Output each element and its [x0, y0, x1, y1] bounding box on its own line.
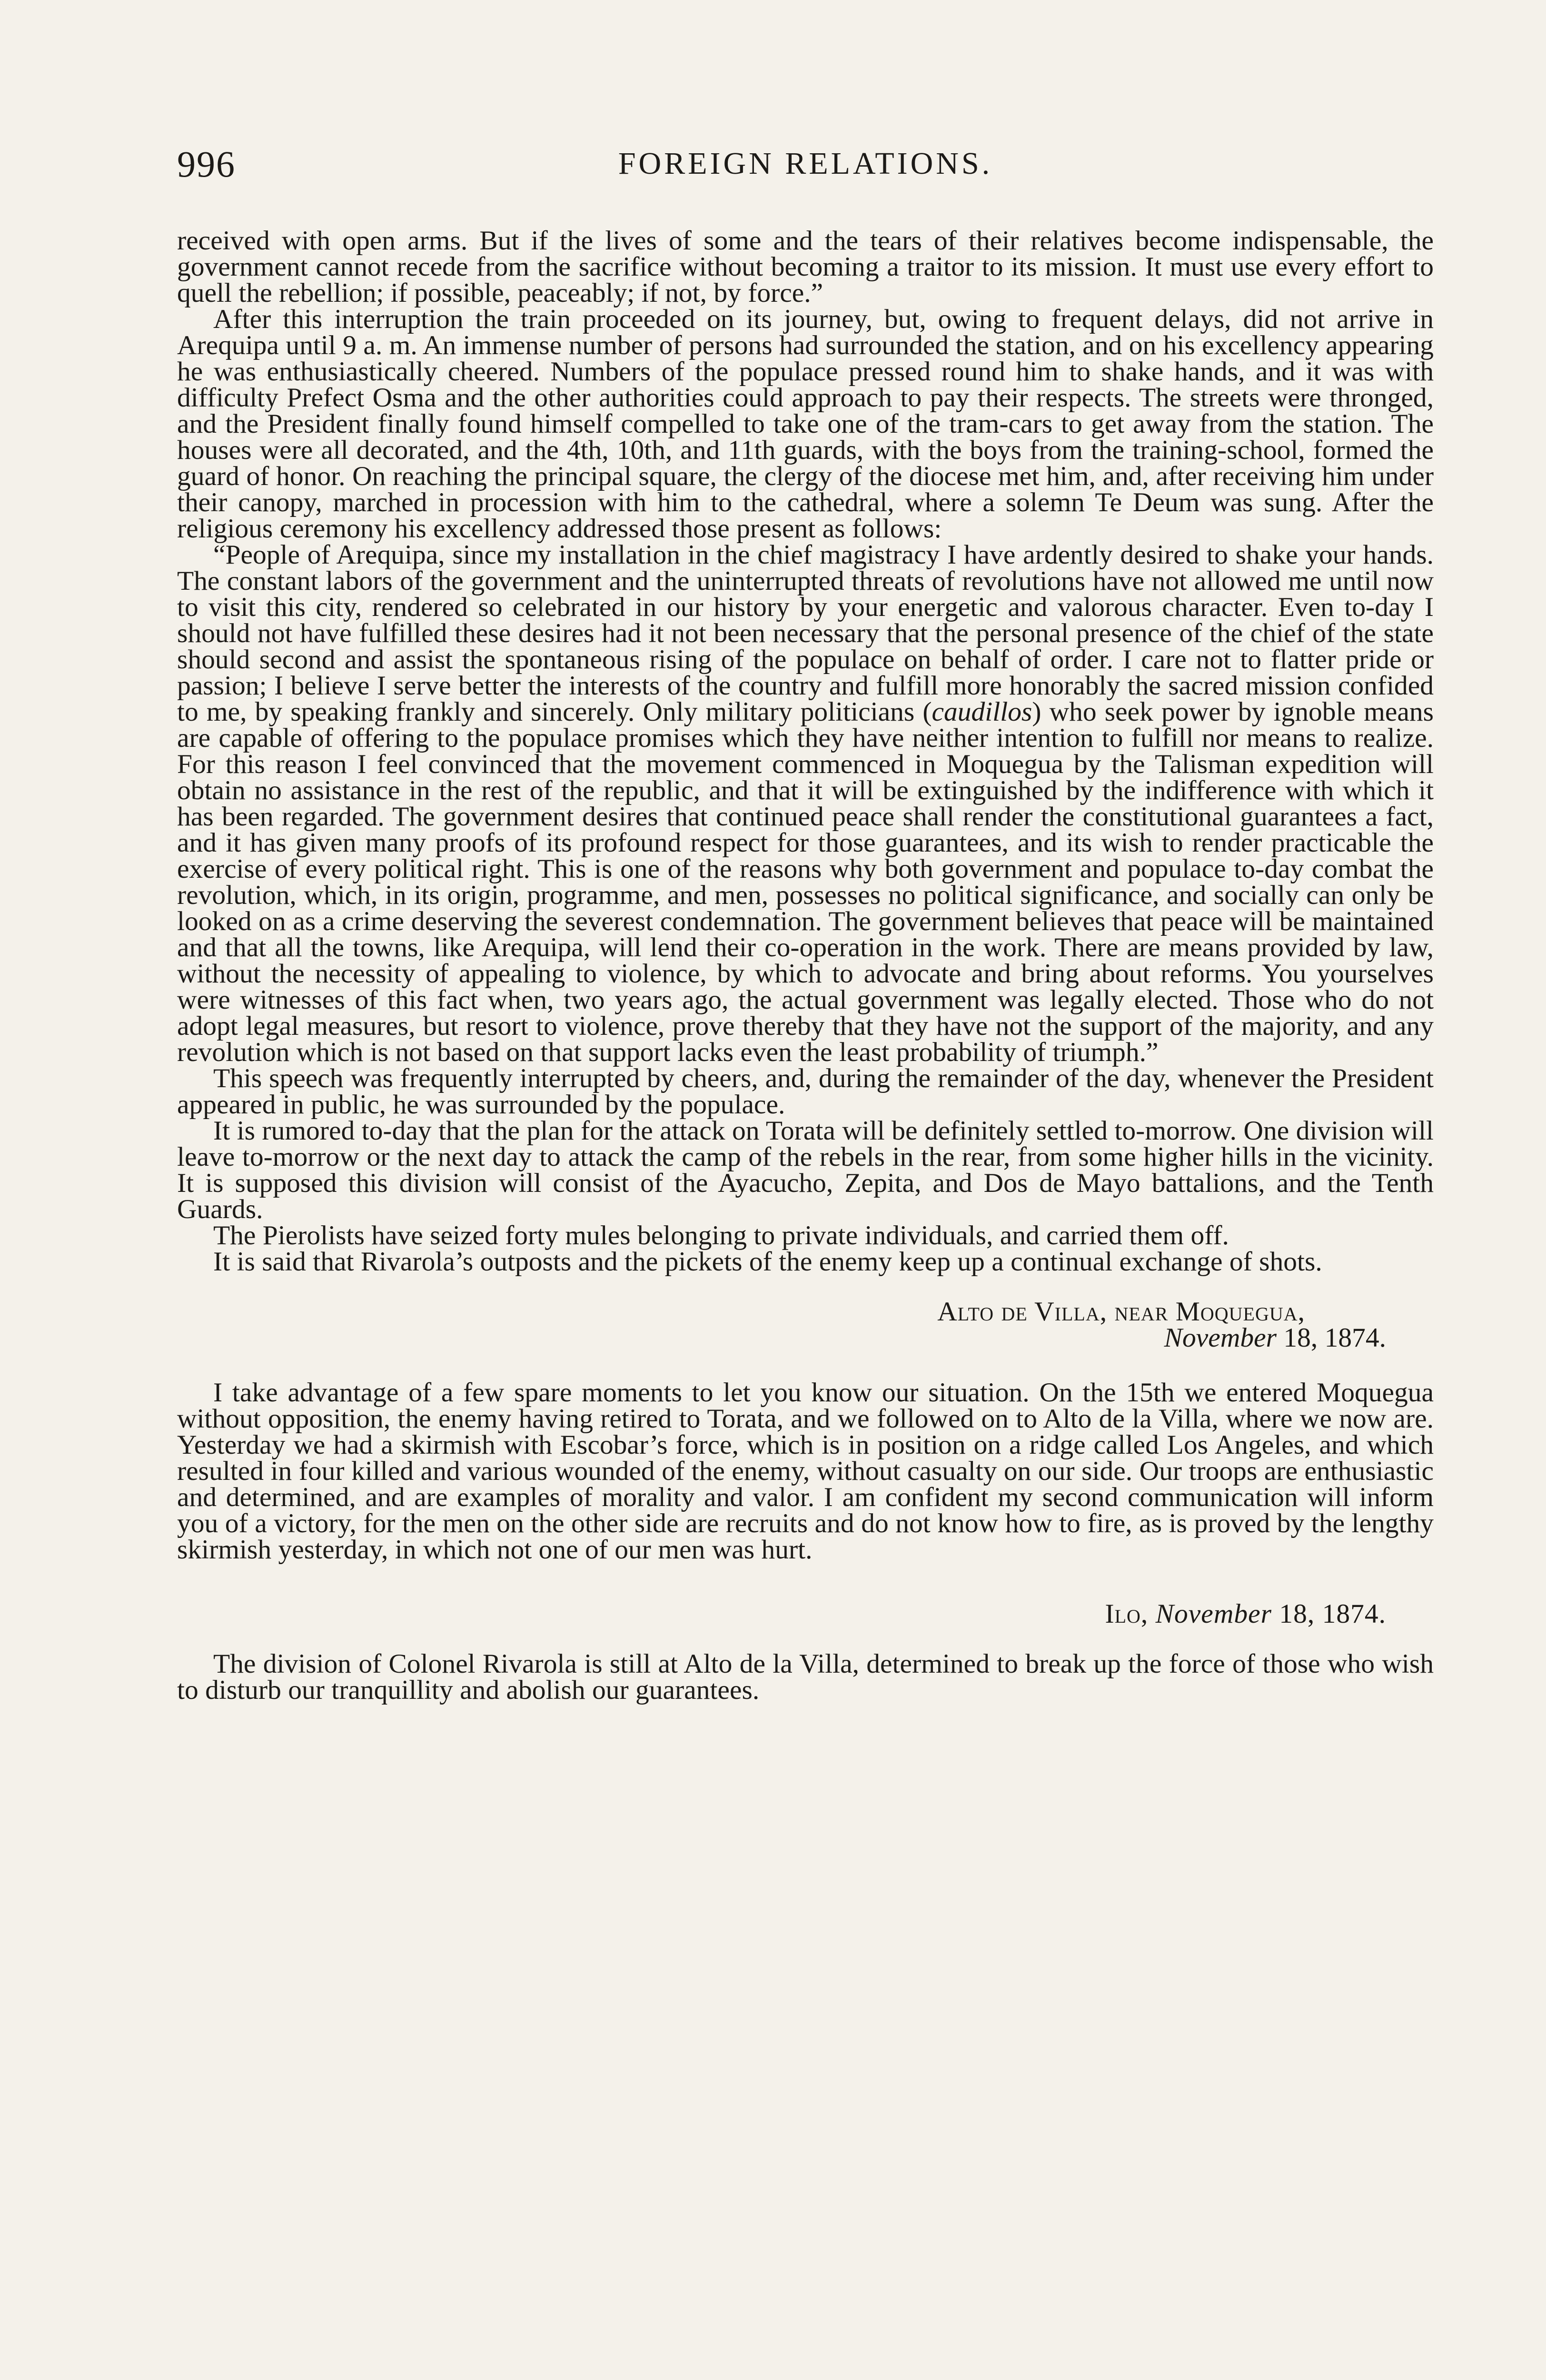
dateline-place: Ilo,: [1105, 1599, 1156, 1629]
body-text: [177, 228, 1434, 1703]
paragraph-pierolists: The Pierolists have seized forty mules belonging to private individuals, and carried them off.: [213, 1220, 1229, 1250]
dateline-day-year: 18, 1874.: [1277, 1323, 1386, 1353]
paragraph-train-arrival: After this interruption the train proceeded on its journey, but, owing to frequent delays, did not arrive in Arequipa until 9 a. m. An immense number of persons had surrounded the station, and on his excellency appearing he was enthusiastically cheered. Numbers of the populace pressed round him to shake hands, and it was with difficulty Prefect Osma and the other authorities could approach to pay their respects. The streets were thronged, and the President finally found himself compelled to take one of the tram-cars to get away from the station. The houses were all decorated, and the 4th, 10th, and 11th guards, with the boys from the training-school, formed the guard of honor. On reaching the principal square, the clergy of the diocese met him, and, after receiving him under their canopy, marched in procession with him to the cathedral, where a solemn Te Deum was sung. After the religious ceremony his excellency addressed those present as follows:: [177, 304, 1434, 544]
speech-part-1: “People of Arequipa, since my installation in the chief magistracy I have ardently desired to shake your hands. The constant labors of the government and the uninterrupted threats of revolutions have not allowed me until now to visit this city, rendered so celebrated in our history by your energetic and valorous character. Even to-day I should not have fulfilled these desires had it not been necessary that the personal presence of the chief of the state should second and assist the spontaneous rising of the populace on behalf of order. I care not to flatter pride or passion; I believe I serve better the interests of the country and fulfill more honorably the sacred mission confided to me, by speaking frankly and sincerely. Only military politicians (: [177, 540, 1434, 727]
paragraph-rivarola: The division of Colonel Rivarola is still at Alto de la Villa, determined to break up the force of those who wish to disturb our tranquillity and abolish our guarantees.: [177, 1649, 1434, 1705]
dateline-month: November: [1155, 1599, 1272, 1629]
dateline-place: Alto de Villa, near Moquegua,: [937, 1297, 1305, 1327]
speech-part-2: ) who seek power by ignoble means are capable of offering to the populace promises which they have neither intention to fulfill nor means to realize. For this reason I feel convinced that the movement commenced in Moquegua by the Talisman expedition will obtain no assistance in the rest of the republic, and that it will be extinguished by the indifference with which it has been regarded. The government desires that continued peace shall render the constitutional guarantees a fact, and it has given many proofs of its profound respect for those guarantees, and its wish to render practicable the exercise of every political right. This is one of the reasons why both government and populace to-day combat the revolution, which, in its origin, programme, and men, possesses no political significance, and socially can only be looked on as a crime deserving the severest condemnation. The government believes that peace will be maintained and that all the towns, like Arequipa, will lend their co-operation in the work. There are means provided by law, without the necessity of appealing to violence, by which to advocate and bring about reforms. You yourselves were witnesses of this fact when, two years ago, the actual government was legally elected. Those who do not adopt legal measures, but resort to violence, prove thereby that they have not the support of the majority, and any revolution which is not based on that support lacks even the least probability of triumph.”: [177, 697, 1434, 1067]
dateline-date: [177, 1325, 1434, 1351]
dateline-alto-de-villa: [177, 1299, 1434, 1351]
running-head: FOREIGN RELATIONS.: [618, 146, 993, 181]
page-header: [177, 143, 1434, 195]
dateline-ilo-line: [177, 1601, 1434, 1627]
paragraph-outposts: It is said that Rivarola’s outposts and the pickets of the enemy keep up a continual exchange of shots.: [213, 1247, 1322, 1277]
paragraph-torata-plan: It is rumored to-day that the plan for the attack on Torata will be definitely settled to-morrow. One division will leave to-morrow or the next day to attack the camp of the rebels in the rear, from some higher hills in the vicinity. It is supposed this division will consist of the Ayacucho, Zepita, and Dos de Mayo battalions, and the Tenth Guards.: [177, 1116, 1434, 1224]
page-number: 996: [177, 143, 236, 185]
dateline-month: November: [1164, 1323, 1277, 1353]
paragraph-cheers: This speech was frequently interrupted by cheers, and, during the remainder of the day, whenever the President appeared in public, he was surrounded by the populace.: [177, 1063, 1434, 1120]
speech-italic-caudillos: caudillos: [932, 697, 1032, 727]
dateline-ilo: [177, 1601, 1434, 1627]
paragraph-speech: [177, 542, 1434, 1065]
paragraph-continuation: received with open arms. But if the lives of some and the tears of their relatives become indispensable, the government cannot recede from the sacrifice without becoming a traitor to its mission. It must use every effort to quell the rebellion; if possible, peaceably; if not, by force.”: [177, 226, 1434, 308]
dateline-day-year: 18, 1874.: [1272, 1599, 1386, 1629]
paragraph-situation: I take advantage of a few spare moments to let you know our situation. On the 15th we entered Moquegua without opposition, the enemy having retired to Torata, and we followed on to Alto de la Villa, where we now are. Yesterday we had a skirmish with Escobar’s force, which is in position on a ridge called Los Angeles, and which resulted in four killed and various wounded of the enemy, without casualty on our side. Our troops are enthusiastic and determined, and are examples of morality and valor. I am confident my second communication will inform you of a victory, for the men on the other side are recruits and do not know how to fire, as is proved by the lengthy skirmish yesterday, in which not one of our men was hurt.: [177, 1378, 1434, 1565]
